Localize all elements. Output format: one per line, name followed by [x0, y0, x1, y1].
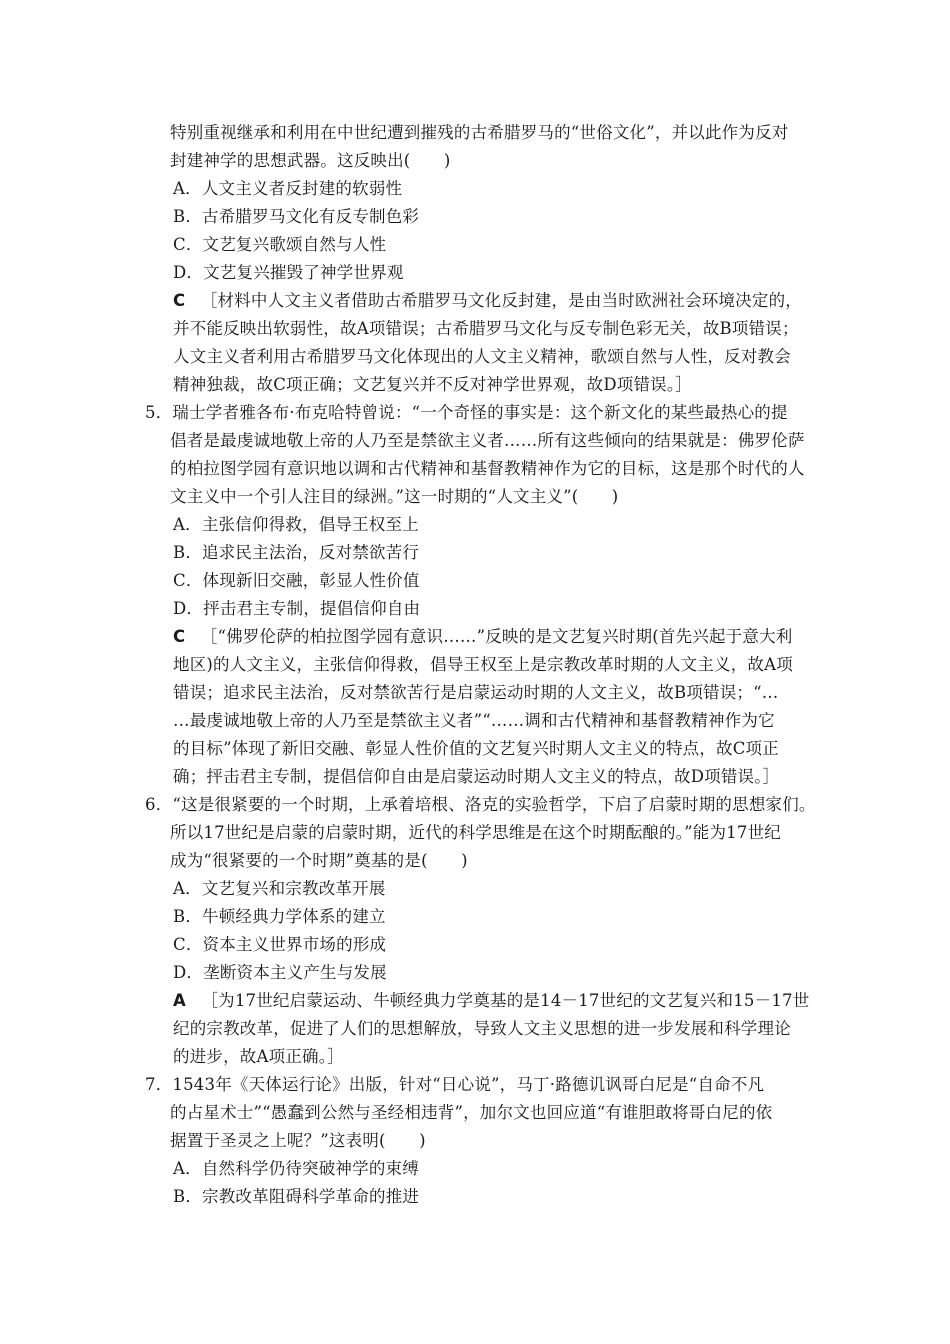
q5-stem-line: 的柏拉图学园有意识地以调和古代精神和基督教精神作为它的目标，这是那个时代的人	[170, 459, 805, 478]
q4-stem-line: 封建神学的思想武器。这反映出( )	[170, 151, 451, 170]
q5-explanation: …最虔诚地敬上帝的人乃至是禁欲主义者”“……调和古代精神和基督教精神作为它	[173, 711, 775, 730]
q5-option-a: A．主张信仰得救，倡导王权至上	[173, 515, 419, 534]
q4-stem-line: 特别重视继承和利用在中世纪遭到摧残的古希腊罗马的“世俗文化”，并以此作为反对	[170, 123, 789, 142]
q7-stem-line: 7．1543年《天体运行论》出版，针对“日心说”，马丁·路德讥讽哥白尼是“自命不凡	[145, 1075, 765, 1094]
q5-explanation: 地区)的人文主义，主张信仰得救，倡导王权至上是宗教改革时期的人文主义，故A项	[173, 655, 793, 674]
q6-option-a: A．文艺复兴和宗教改革开展	[173, 879, 386, 898]
q6-explanation: 纪的宗教改革，促进了人们的思想解放，导致人文主义思想的进一步发展和科学理论	[173, 1019, 791, 1038]
q7-option-b: B．宗教改革阻碍科学革命的推进	[173, 1187, 420, 1206]
q7-stem-line: 据置于圣灵之上呢？”这表明( )	[170, 1131, 426, 1150]
q5-option-d: D．抨击君主专制，提倡信仰自由	[173, 599, 421, 618]
q6-answer-letter: A	[173, 991, 186, 1010]
q5-answer-line	[173, 623, 792, 651]
q6-option-b: B．牛顿经典力学体系的建立	[173, 907, 386, 926]
q6-stem-line: 6．“这是很紧要的一个时期，上承着培根、洛克的实验哲学，下启了启蒙时期的思想家们。	[145, 795, 816, 814]
q5-option-b: B．追求民主法治，反对禁欲苦行	[173, 543, 420, 562]
q5-explanation: 确；抨击君主专制，提倡信仰自由是启蒙运动时期人文主义的特点，故D项错误。］	[173, 767, 780, 786]
q4-option-d: D．文艺复兴摧毁了神学世界观	[173, 263, 404, 282]
q7-option-a: A．自然科学仍待突破神学的束缚	[173, 1159, 419, 1178]
q6-explanation: ［为17世纪启蒙运动、牛顿经典力学奠基的是14－17世纪的文艺复兴和15－17世	[201, 991, 810, 1010]
q5-explanation: 的目标”体现了新旧交融、彰显人性价值的文艺复兴时期人文主义的特点，故C项正	[173, 739, 779, 758]
q4-answer-letter: C	[173, 291, 186, 310]
q4-option-c: C．文艺复兴歌颂自然与人性	[173, 235, 387, 254]
q4-answer-line	[173, 287, 802, 315]
q4-explanation: 人文主义者利用古希腊罗马文化体现出的人文主义精神，歌颂自然与人性，反对教会	[173, 347, 791, 366]
q6-stem-line: 所以17世纪是启蒙的启蒙时期，近代的科学思维是在这个时期酝酿的。”能为17世纪	[170, 823, 781, 842]
q4-explanation: ［材料中人文主义者借助古希腊罗马文化反封建，是由当时欧洲社会环境决定的，	[200, 291, 802, 310]
q5-stem-line: 文主义中一个引人注目的绿洲。”这一时期的“人文主义”( )	[170, 487, 619, 506]
q5-explanation: ［“佛罗伦萨的柏拉图学园有意识……”反映的是文艺复兴时期(首先兴起于意大利	[200, 627, 793, 646]
q4-explanation: 并不能反映出软弱性，故A项错误；古希腊罗马文化与反专制色彩无关，故B项错误；	[173, 319, 799, 338]
q5-stem-line: 5．瑞士学者雅各布·布克哈特曾说：“一个奇怪的事实是：这个新文化的某些最热心的提	[145, 403, 788, 422]
q5-stem-line: 倡者是最虔诚地敬上帝的人乃至是禁欲主义者……所有这些倾向的结果就是：佛罗伦萨	[170, 431, 805, 450]
q6-explanation: 的进步，故A项正确。］	[173, 1047, 344, 1066]
q5-option-c: C．体现新旧交融，彰显人性价值	[173, 571, 420, 590]
q6-answer-line	[173, 987, 809, 1015]
q6-option-c: C．资本主义世界市场的形成	[173, 935, 387, 954]
q4-explanation: 精神独裁，故C项正确；文艺复兴并不反对神学世界观，故D项错误。］	[173, 375, 693, 394]
q7-stem-line: 的占星术士”“愚蠢到公然与圣经相违背”，加尔文也回应道“有谁胆敢将哥白尼的依	[170, 1103, 773, 1122]
q6-stem-line: 成为“很紧要的一个时期”奠基的是( )	[170, 851, 468, 870]
q4-option-b: B．古希腊罗马文化有反专制色彩	[173, 207, 420, 226]
q5-explanation: 错误；追求民主法治，反对禁欲苦行是启蒙运动时期的人文主义，故B项错误；“…	[173, 683, 779, 702]
q6-option-d: D．垄断资本主义产生与发展	[173, 963, 387, 982]
q5-answer-letter: C	[173, 627, 186, 646]
q4-option-a: A．人文主义者反封建的软弱性	[173, 179, 403, 198]
